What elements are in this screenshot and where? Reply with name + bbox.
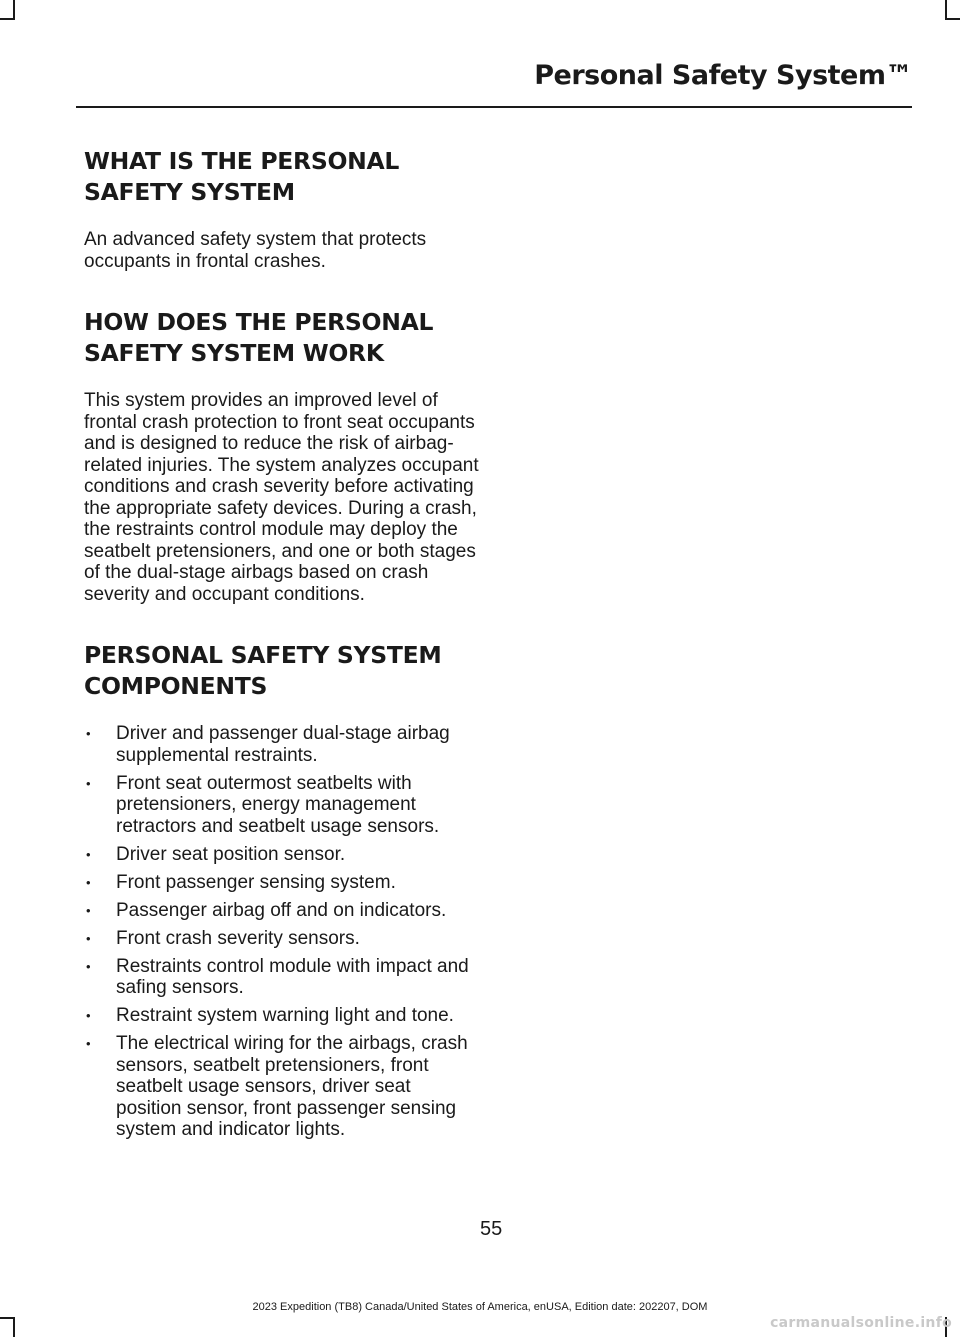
list-item: • The electrical wiring for the airbags, crash sensors, seatbelt pretensioners, front seatbelt usage sensors, driver seat position sensor, front passenger sensing system and indicator lights. (84, 1033, 480, 1141)
crop-mark-top-left (13, 0, 15, 20)
watermark-logo[interactable]: carmanualsonline.info (770, 1315, 952, 1331)
list-item: • Front passenger sensing system. (84, 872, 480, 894)
footer-edition-line: 2023 Expedition (TB8) Canada/United States of America, enUSA, Edition date: 202207, DOM (252, 1301, 708, 1313)
page-number: 55 (480, 1218, 503, 1240)
crop-mark-top-left-h (0, 18, 14, 20)
heading-components: PERSONAL SAFETY SYSTEM COMPONENTS (84, 641, 442, 700)
paragraph-what-is: An advanced safety system that protects occupants in frontal crashes. (84, 229, 427, 272)
list-item: • Restraint system warning light and tone. (84, 1005, 480, 1027)
main-content (84, 146, 480, 1147)
components-list (84, 723, 480, 1141)
list-item: • Passenger airbag off and on indicators. (84, 900, 480, 922)
list-item: • Front seat outermost seatbelts with pretensioners, energy management retractors and seatbelt usage sensors. (84, 773, 480, 838)
list-item: • Driver seat position sensor. (84, 844, 480, 866)
crop-mark-bottom-left (13, 1317, 15, 1337)
crop-mark-bottom-left-h (0, 1317, 14, 1319)
header-rule (76, 106, 912, 108)
list-item: • Front crash severity sensors. (84, 928, 480, 950)
heading-what-is: WHAT IS THE PERSONAL SAFETY SYSTEM (84, 147, 400, 206)
page-header-title: Personal Safety System™ (534, 60, 912, 91)
list-item: • Restraints control module with impact and safing sensors. (84, 956, 480, 999)
heading-how-does: HOW DOES THE PERSONAL SAFETY SYSTEM WORK (84, 308, 434, 367)
crop-mark-top-right-h (946, 18, 960, 20)
crop-mark-top-right (945, 0, 947, 20)
list-item: • Driver and passenger dual-stage airbag supplemental restraints. (84, 723, 480, 766)
paragraph-how-does: This system provides an improved level of frontal crash protection to front seat occupants and is designed to reduce the risk of airbag-related injuries. The system analyzes occupant conditions and crash severity before activating the appropriate safety devices. During a crash, the restraints control module may deploy the seatbelt pretensioners, and one or both stages of the dual-stage airbags based on crash severity and occupant conditions. (84, 390, 479, 605)
